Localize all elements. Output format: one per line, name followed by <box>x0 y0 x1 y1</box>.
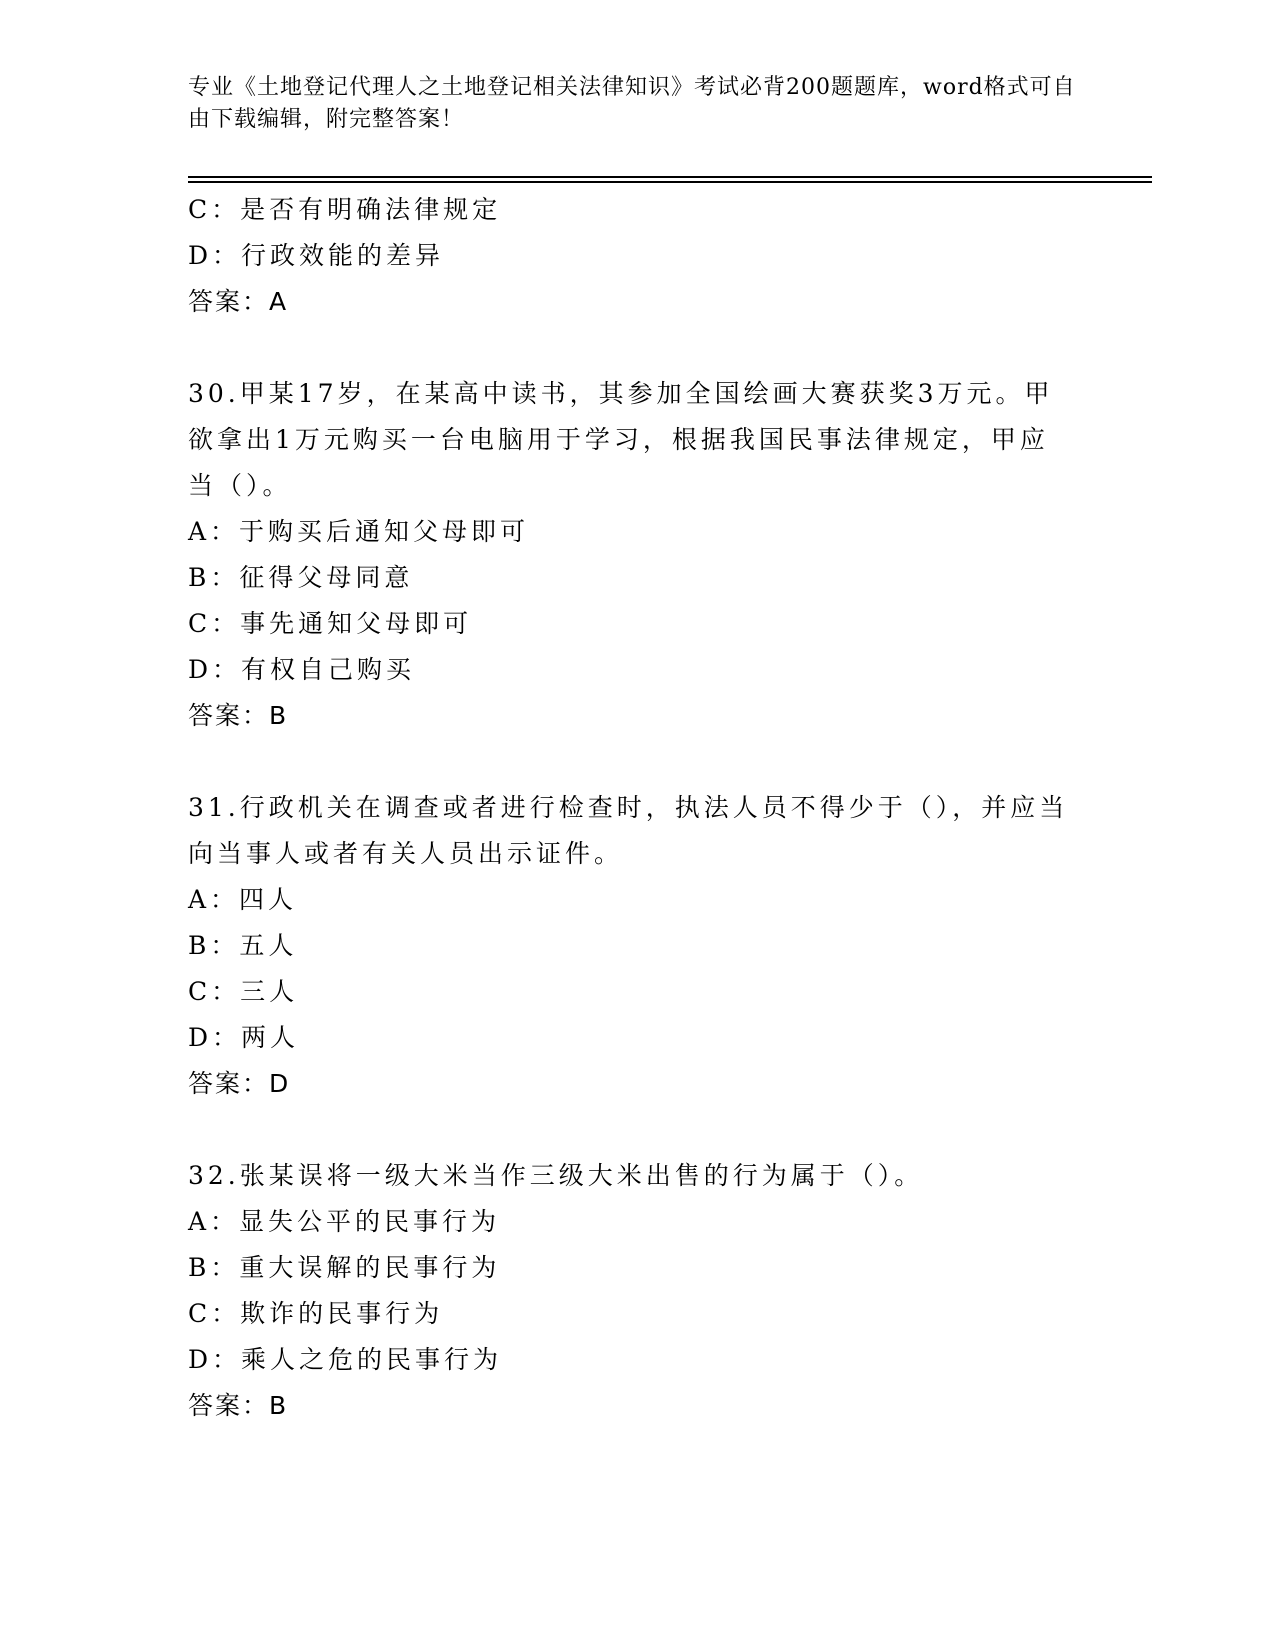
question-text-line: 30.甲某17岁，在某高中读书，其参加全国绘画大赛获奖3万元。甲 <box>188 379 1054 408</box>
option-a: A：于购买后通知父母即可 <box>188 517 530 546</box>
answer-line: 答案：B <box>188 1391 289 1420</box>
question-text-line: 31.行政机关在调查或者进行检查时，执法人员不得少于（），并应当 <box>188 793 1069 822</box>
question-30 <box>188 371 1088 739</box>
option-d: D：两人 <box>188 1023 300 1052</box>
question-32 <box>188 1153 1088 1429</box>
answer-line: 答案：D <box>188 1069 291 1098</box>
question-text-line: 向当事人或者有关人员出示证件。 <box>188 839 624 868</box>
option-d: D：有权自己购买 <box>188 655 416 684</box>
header-divider-second <box>188 181 1152 183</box>
option-c: C：是否有明确法律规定 <box>188 195 502 224</box>
question-list <box>188 187 1088 1429</box>
question-31 <box>188 785 1088 1107</box>
option-b: B：重大误解的民事行为 <box>188 1253 501 1282</box>
option-c: C：三人 <box>188 977 299 1006</box>
answer-line: 答案：B <box>188 701 289 730</box>
question-29-continued <box>188 187 1088 325</box>
question-text-line: 欲拿出1万元购买一台电脑用于学习，根据我国民事法律规定，甲应 <box>188 425 1049 454</box>
option-d: D：乘人之危的民事行为 <box>188 1345 503 1374</box>
option-a: A：显失公平的民事行为 <box>188 1207 501 1236</box>
option-b: B：征得父母同意 <box>188 563 414 592</box>
page-header: 专业《土地登记代理人之土地登记相关法律知识》考试必背200题题库，word格式可自由下载编辑，附完整答案！ <box>188 75 1076 132</box>
header-divider <box>188 176 1152 178</box>
question-text-line: 当（）。 <box>188 471 292 500</box>
question-text-line: 32.张某误将一级大米当作三级大米出售的行为属于（）。 <box>188 1161 924 1190</box>
answer-line: 答案：A <box>188 287 289 316</box>
option-a: A：四人 <box>188 885 298 914</box>
option-c: C：欺诈的民事行为 <box>188 1299 444 1328</box>
option-c: C：事先通知父母即可 <box>188 609 473 638</box>
option-b: B：五人 <box>188 931 298 960</box>
option-d: D：行政效能的差异 <box>188 241 445 270</box>
